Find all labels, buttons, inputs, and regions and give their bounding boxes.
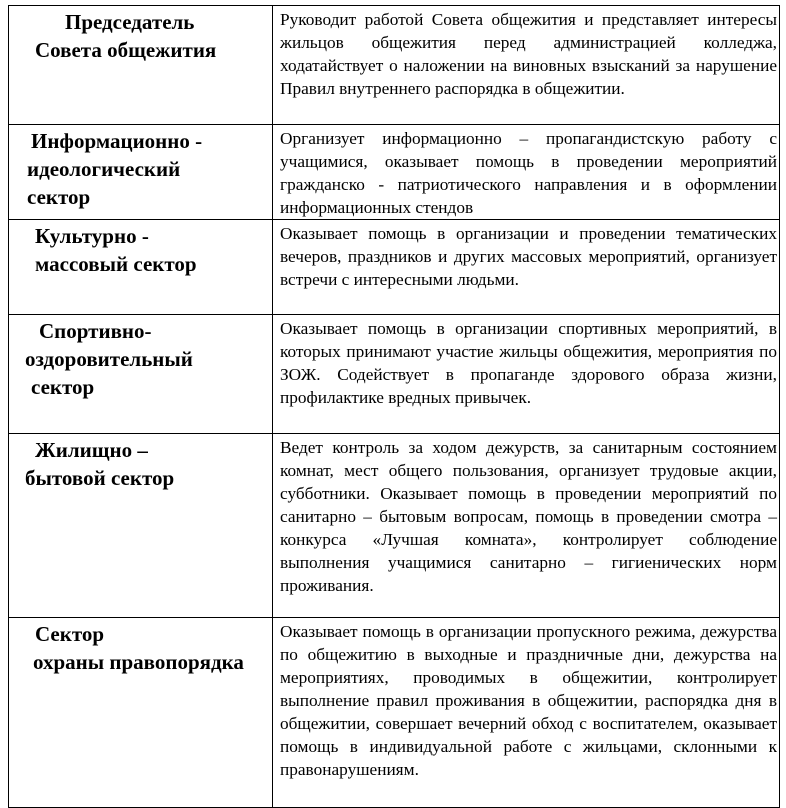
sector-name-line: Жилищно – (35, 438, 148, 462)
sector-description-cell: Организует информационно – пропагандистскую работу с учащимися, оказывает помощь в проведении мероприятий гражданско - патриотического направления и в оформлении информационных стендов (273, 125, 780, 220)
table-row (9, 125, 780, 220)
table-row (9, 6, 780, 125)
sector-name-cell (9, 315, 273, 434)
sector-description-cell: Оказывает помощь в организации и проведении тематических вечеров, праздников и других массовых мероприятий, организует встречи с интересными людьми. (273, 220, 780, 315)
table-row (9, 220, 780, 315)
sector-responsibilities-table (8, 5, 780, 808)
sector-name-cell (9, 220, 273, 315)
sector-name-line: охраны правопорядка (33, 650, 244, 674)
sector-name-cell (9, 618, 273, 808)
sector-name-cell (9, 434, 273, 618)
sector-description-cell: Руководит работой Совета общежития и представляет интересы жильцов общежития перед администрацией колледжа, ходатайствует о наложении на виновных взысканий за нарушение Правил внутреннего распорядка в общежитии. (273, 6, 780, 125)
sector-name-line: Информационно - (31, 129, 203, 153)
sector-name-line: массовый сектор (35, 252, 197, 276)
sector-name-line: Совета общежития (35, 38, 217, 62)
sector-name-line: бытовой сектор (25, 466, 175, 490)
table-row (9, 434, 780, 618)
sector-name-line: сектор (27, 185, 91, 209)
sector-description-cell: Ведет контроль за ходом дежурств, за санитарным состоянием комнат, мест общего пользования, организует трудовые акции, субботники. Оказывает помощь в проведении мероприятий по санитарно – бытовым вопросам, помощь в проведении смотра – конкурса «Лучшая комната», контролирует соблюдение выполнения учащимися санитарно – гигиенических норм проживания. (273, 434, 780, 618)
sector-name-cell (9, 6, 273, 125)
sector-name-cell (9, 125, 273, 220)
sector-name-line: Спортивно- (39, 319, 152, 343)
sector-description-cell: Оказывает помощь в организации спортивных мероприятий, в которых принимают участие жильцы общежития, мероприятия по ЗОЖ. Содействует в пропаганде здорового образа жизни, профилактике вредных привычек. (273, 315, 780, 434)
sector-name-line: Культурно - (35, 224, 149, 248)
table-row (9, 315, 780, 434)
sector-name-line: Сектор (35, 622, 105, 646)
table-row (9, 618, 780, 808)
sector-name-line: сектор (31, 375, 95, 399)
sector-name-line: Председатель (65, 10, 195, 34)
sector-name-line: идеологический (27, 157, 181, 181)
sector-name-line: оздоровительный (25, 347, 193, 371)
sector-description-cell: Оказывает помощь в организации пропускного режима, дежурства по общежитию в выходные и праздничные дни, дежурства на мероприятиях, проводимых в общежитии, контролирует выполнение правил проживания в общежитии, распорядка дня в общежитии, совершает вечерний обход с воспитателем, оказывает помощь в индивидуальной работе с жильцами, склонными к правонарушениям. (273, 618, 780, 808)
